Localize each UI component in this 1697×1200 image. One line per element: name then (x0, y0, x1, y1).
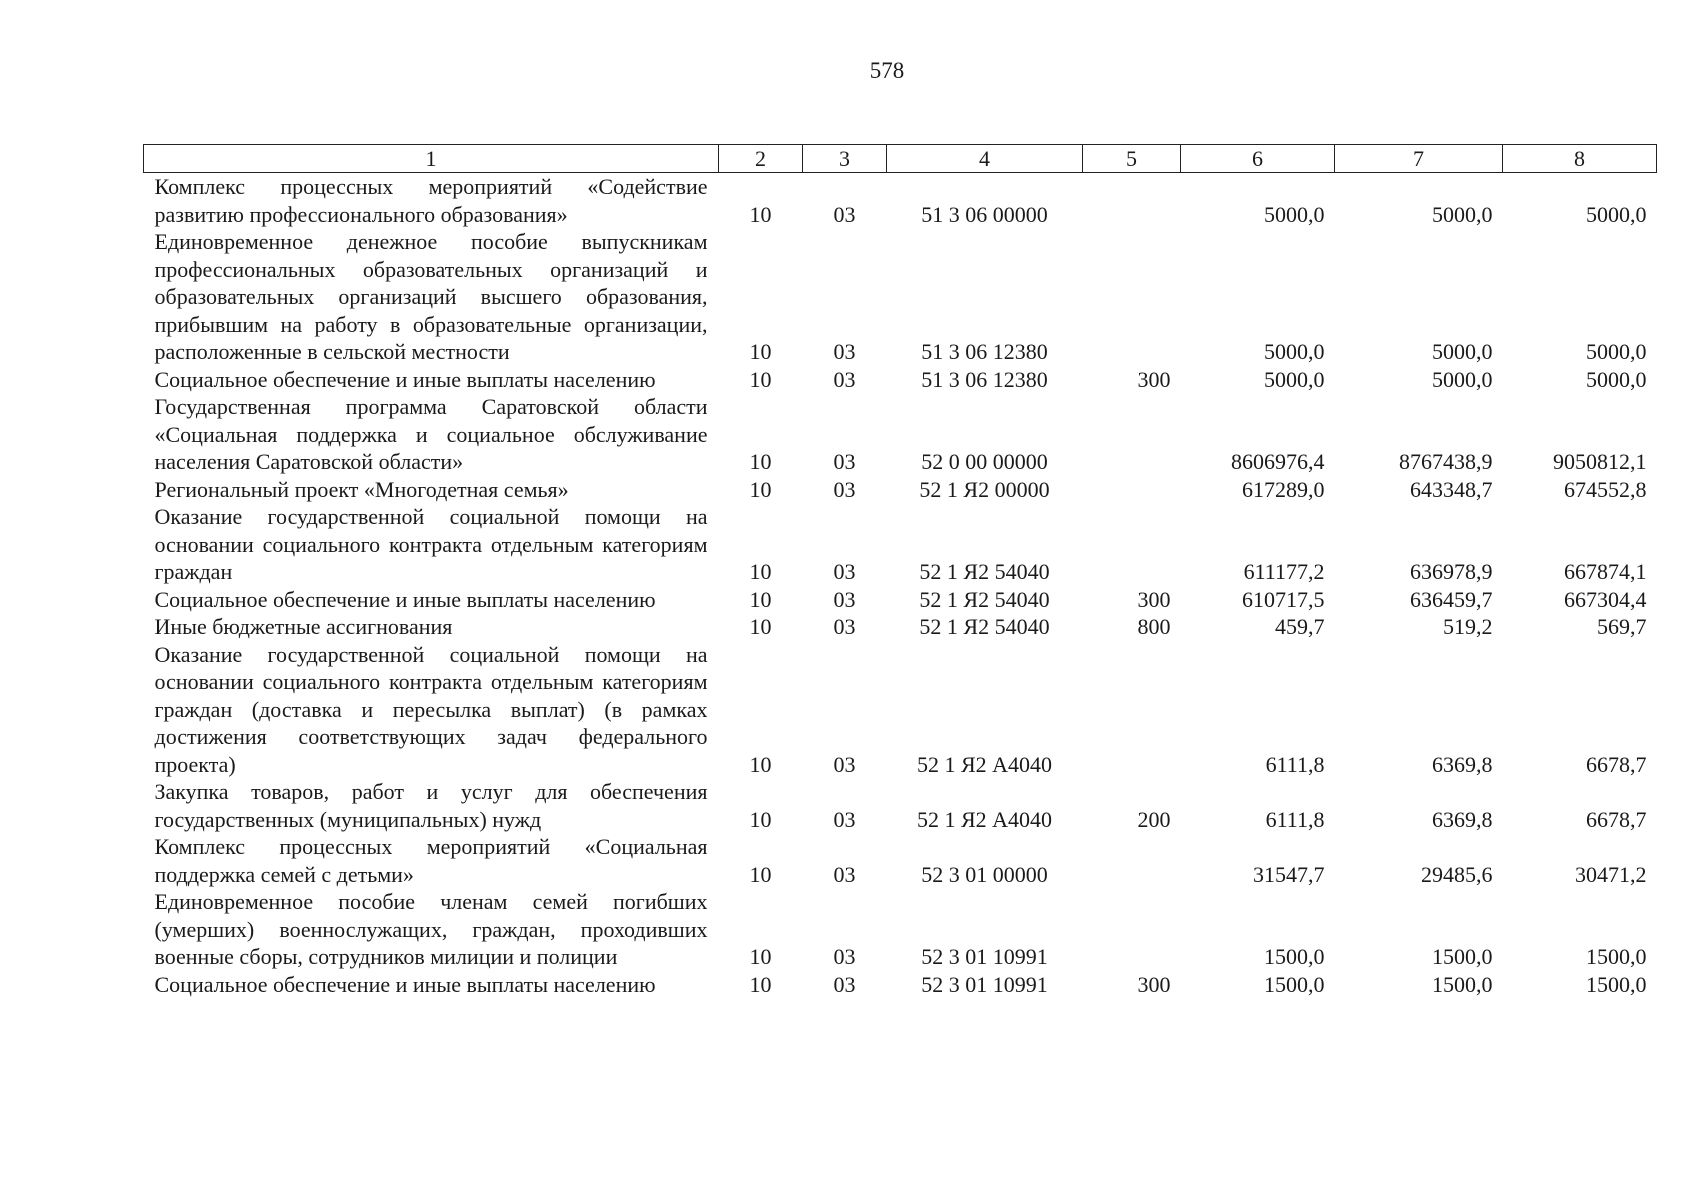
table-row (144, 228, 1657, 366)
target-article-cell: 52 1 Я2 А4040 (916, 806, 1053, 832)
amount-col8-cell: 6678,7 (1586, 751, 1647, 777)
item-name-cell: Оказание государственной социальной помощи на основании социального контракта отдельным категориям граждан (154, 504, 708, 584)
item-name-cell: Региональный проект «Многодетная семья» (154, 476, 569, 502)
subsection-code-cell: 03 (833, 476, 856, 502)
table-row (144, 778, 1657, 833)
target-article-cell: 52 3 01 10991 (921, 944, 1048, 969)
column-header: 8 (1503, 145, 1657, 173)
amount-col6-cell: 611177,2 (1243, 559, 1325, 584)
table-row (144, 613, 1657, 641)
amount-col8-cell: 569,7 (1597, 614, 1647, 639)
table-row (144, 173, 1657, 229)
amount-col8-cell: 6678,7 (1586, 806, 1647, 832)
column-header: 3 (803, 145, 887, 173)
column-header: 7 (1335, 145, 1503, 173)
target-article-cell: 52 3 01 10991 (921, 971, 1048, 997)
column-header: 1 (144, 145, 719, 173)
table-row (144, 641, 1657, 779)
expense-type-cell (1083, 503, 1181, 586)
expense-type-cell: 300 (1137, 971, 1171, 997)
item-name-cell: Закупка товаров, работ и услуг для обеспечения государственных (муниципальных) нужд (154, 779, 708, 832)
amount-col6-cell: 6111,8 (1265, 806, 1325, 832)
expense-type-cell (1083, 393, 1181, 476)
item-name-cell: Единовременное пособие членам семей погибших (умерших) военнослужащих, граждан, проходивших военные сборы, сотрудников милиции и полиции (154, 889, 708, 969)
expense-type-cell (1083, 833, 1181, 888)
amount-col6-cell: 5000,0 (1264, 201, 1325, 227)
amount-col6-cell: 8606976,4 (1231, 449, 1325, 474)
amount-col6-cell: 31547,7 (1253, 861, 1325, 887)
amount-col6-cell: 1500,0 (1264, 944, 1325, 969)
amount-col8-cell: 667874,1 (1564, 559, 1647, 584)
amount-col7-cell: 5000,0 (1432, 339, 1493, 364)
subsection-code-cell: 03 (833, 944, 856, 969)
expense-type-cell (1083, 173, 1181, 229)
amount-col6-cell: 5000,0 (1264, 366, 1325, 392)
amount-col6-cell: 1500,0 (1264, 971, 1325, 997)
target-article-cell: 52 1 Я2 54040 (919, 559, 1050, 584)
item-name-cell: Единовременное денежное пособие выпускникам профессиональных образовательных организаций и образовательных организаций высшего образования, прибывшим на работу в образовательные организации, расположенные в сельской местности (154, 229, 708, 364)
target-article-cell: 52 1 Я2 54040 (919, 586, 1050, 612)
amount-col8-cell: 1500,0 (1586, 971, 1647, 997)
section-code-cell: 10 (749, 861, 772, 887)
page-number: 578 (869, 58, 905, 83)
table-row (144, 366, 1657, 394)
section-code-cell: 10 (749, 476, 772, 502)
item-name-cell: Комплекс процессных мероприятий «Содействие развитию профессионального образования» (154, 174, 708, 227)
target-article-cell: 51 3 06 12380 (921, 339, 1048, 364)
section-code-cell: 10 (749, 806, 772, 832)
section-code-cell: 10 (749, 971, 772, 997)
column-header: 4 (887, 145, 1083, 173)
target-article-cell: 52 3 01 00000 (921, 861, 1048, 887)
subsection-code-cell: 03 (833, 366, 856, 392)
item-name-cell: Комплекс процессных мероприятий «Социальная поддержка семей с детьми» (154, 834, 708, 887)
table-body (144, 173, 1657, 999)
expense-type-cell: 200 (1137, 806, 1171, 832)
section-code-cell: 10 (749, 586, 772, 612)
subsection-code-cell: 03 (833, 806, 856, 832)
table-row (144, 586, 1657, 614)
amount-col7-cell: 29485,6 (1421, 861, 1493, 887)
subsection-code-cell: 03 (833, 201, 856, 227)
target-article-cell: 52 1 Я2 00000 (919, 476, 1050, 502)
expense-type-cell: 300 (1137, 586, 1171, 612)
subsection-code-cell: 03 (833, 449, 856, 474)
amount-col6-cell: 617289,0 (1242, 476, 1325, 502)
amount-col6-cell: 610717,5 (1242, 586, 1325, 612)
item-name-cell: Иные бюджетные ассигнования (154, 614, 453, 639)
amount-col7-cell: 5000,0 (1432, 201, 1493, 227)
subsection-code-cell: 03 (833, 751, 856, 777)
amount-col8-cell: 1500,0 (1586, 944, 1647, 969)
amount-col7-cell: 1500,0 (1432, 944, 1493, 969)
amount-col8-cell: 667304,4 (1564, 586, 1647, 612)
target-article-cell: 52 1 Я2 54040 (919, 614, 1050, 639)
expense-type-cell: 300 (1137, 366, 1171, 392)
expense-type-cell (1083, 228, 1181, 366)
item-name-cell: Социальное обеспечение и иные выплаты населению (154, 366, 656, 392)
section-code-cell: 10 (749, 449, 772, 474)
subsection-code-cell: 03 (833, 971, 856, 997)
budget-table (143, 144, 1657, 998)
section-code-cell: 10 (749, 944, 772, 969)
column-header: 5 (1083, 145, 1181, 173)
amount-col8-cell: 5000,0 (1586, 201, 1647, 227)
item-name-cell: Государственная программа Саратовской области «Социальная поддержка и социальное обслуживание населения Саратовской области» (154, 394, 708, 474)
amount-col6-cell: 6111,8 (1265, 751, 1325, 777)
target-article-cell: 52 1 Я2 А4040 (916, 751, 1053, 777)
expense-type-cell (1083, 888, 1181, 971)
section-code-cell: 10 (749, 614, 772, 639)
table-row (144, 833, 1657, 888)
subsection-code-cell: 03 (833, 339, 856, 364)
subsection-code-cell: 03 (833, 559, 856, 584)
item-name-cell: Социальное обеспечение и иные выплаты населению (154, 971, 656, 997)
table-row (144, 393, 1657, 476)
amount-col7-cell: 636978,9 (1410, 559, 1493, 584)
amount-col8-cell: 30471,2 (1575, 861, 1647, 887)
section-code-cell: 10 (749, 559, 772, 584)
section-code-cell: 10 (749, 366, 772, 392)
subsection-code-cell: 03 (833, 586, 856, 612)
amount-col6-cell: 459,7 (1275, 614, 1325, 639)
section-code-cell: 10 (749, 201, 772, 227)
column-header: 2 (719, 145, 803, 173)
amount-col6-cell: 5000,0 (1264, 339, 1325, 364)
amount-col8-cell: 5000,0 (1586, 366, 1647, 392)
table-header-row (144, 145, 1657, 173)
subsection-code-cell: 03 (833, 614, 856, 639)
table-row (144, 888, 1657, 971)
amount-col8-cell: 674552,8 (1564, 476, 1647, 502)
amount-col8-cell: 9050812,1 (1553, 449, 1647, 474)
amount-col7-cell: 1500,0 (1432, 971, 1493, 997)
section-code-cell: 10 (749, 339, 772, 364)
amount-col7-cell: 636459,7 (1410, 586, 1493, 612)
target-article-cell: 52 0 00 00000 (921, 449, 1048, 474)
expense-type-cell (1083, 641, 1181, 779)
column-header: 6 (1181, 145, 1335, 173)
expense-type-cell: 800 (1137, 614, 1171, 639)
amount-col7-cell: 519,2 (1443, 614, 1493, 639)
item-name-cell: Оказание государственной социальной помощи на основании социального контракта отдельным категориям граждан (доставка и пересылка выплат) (в рамках достижения соответствующих задач федерального проекта) (154, 641, 708, 777)
section-code-cell: 10 (749, 751, 772, 777)
subsection-code-cell: 03 (833, 861, 856, 887)
table-row (144, 476, 1657, 504)
amount-col7-cell: 6369,8 (1432, 806, 1493, 832)
table-row (144, 971, 1657, 999)
item-name-cell: Социальное обеспечение и иные выплаты населению (154, 586, 656, 612)
amount-col8-cell: 5000,0 (1586, 339, 1647, 364)
target-article-cell: 51 3 06 12380 (921, 366, 1048, 392)
table-row (144, 503, 1657, 586)
amount-col7-cell: 5000,0 (1432, 366, 1493, 392)
expense-type-cell (1083, 476, 1181, 504)
amount-col7-cell: 643348,7 (1410, 476, 1493, 502)
amount-col7-cell: 6369,8 (1432, 751, 1493, 777)
amount-col7-cell: 8767438,9 (1399, 449, 1493, 474)
target-article-cell: 51 3 06 00000 (921, 201, 1048, 227)
